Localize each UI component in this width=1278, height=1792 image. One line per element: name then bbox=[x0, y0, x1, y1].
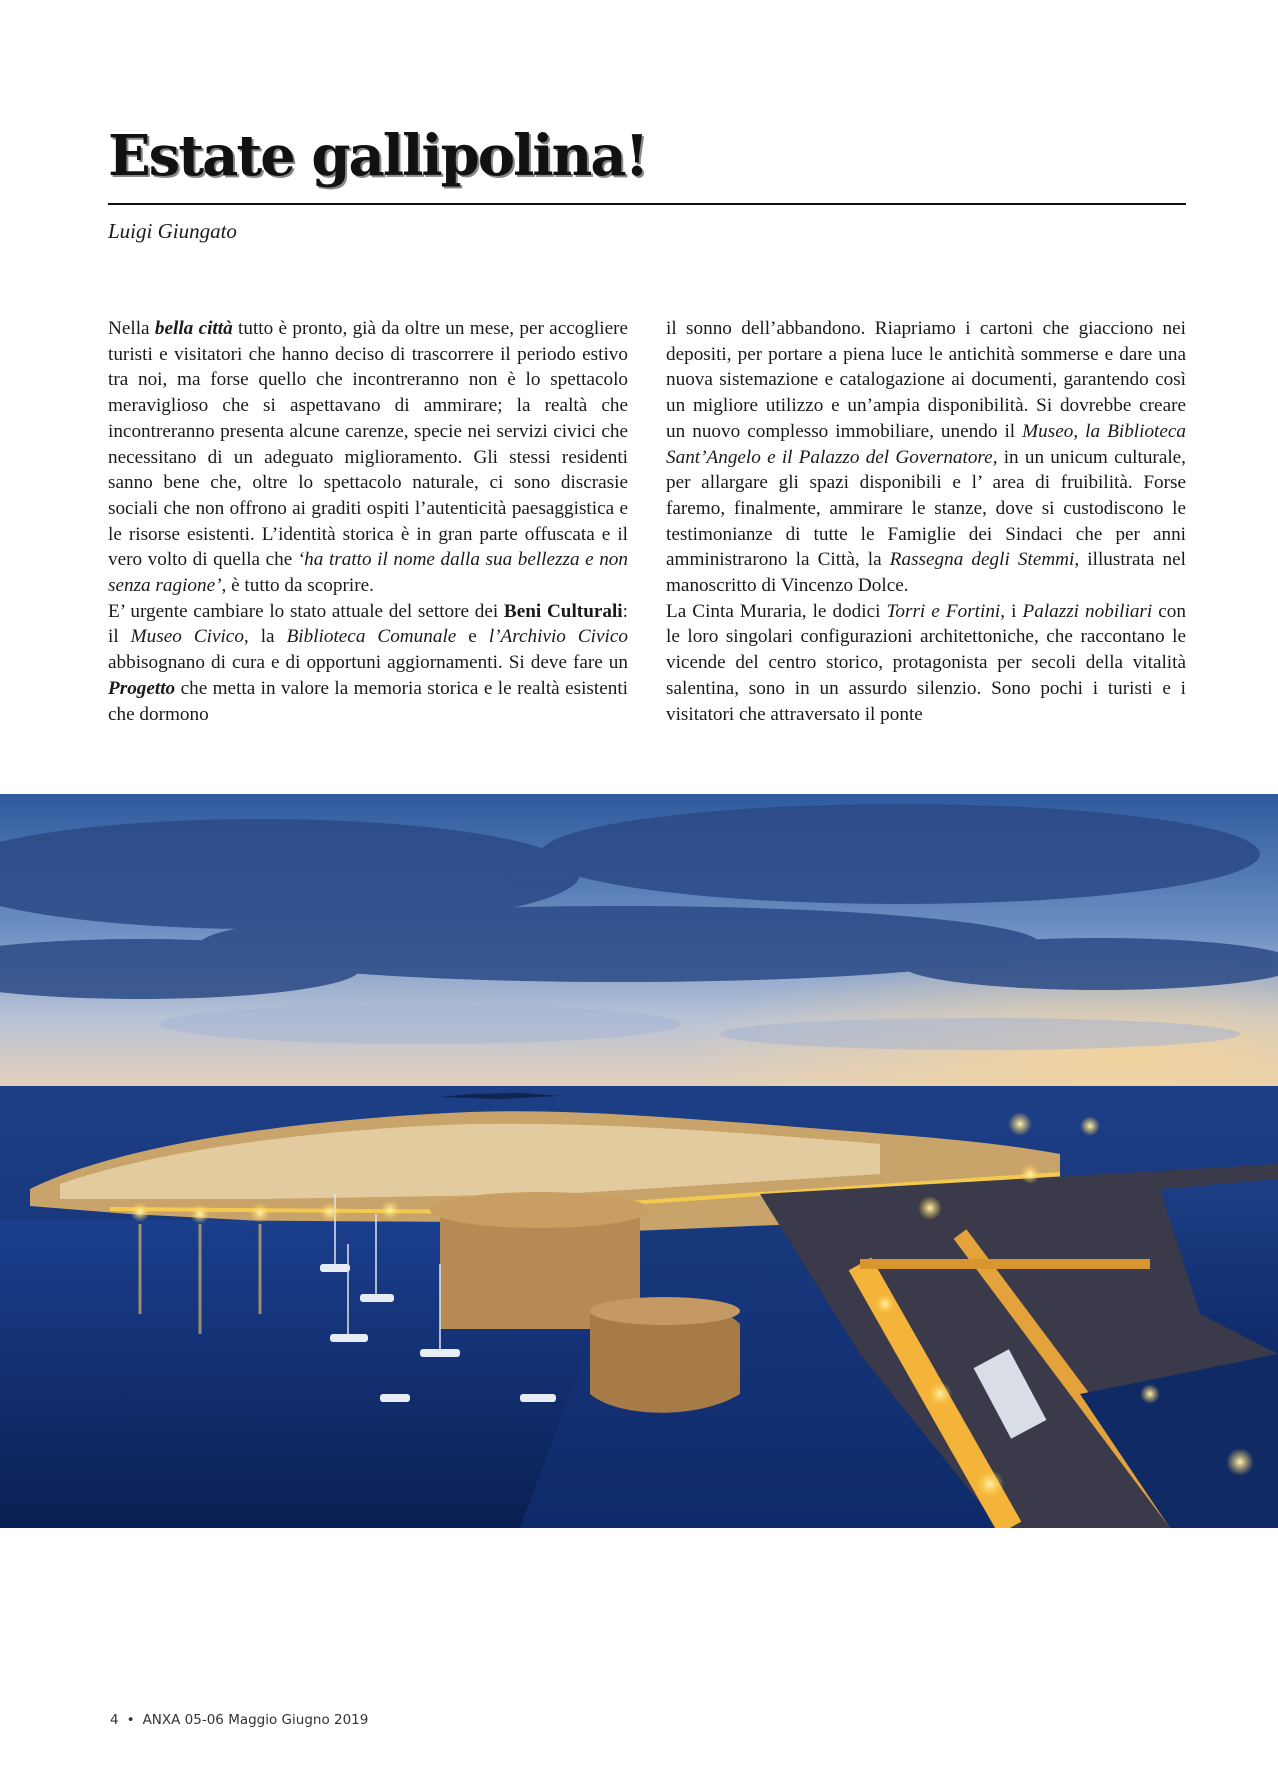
text-run: in un unicum culturale, per allargare gli spazi disponibili e l’ area di fruibilità. Forse faremo, finalmente, ammirare le stanze, dove si custodiscono le testimonianze di tutte le Famiglie dei Sindaci che per anni amministrarono la Città, la bbox=[666, 446, 1186, 571]
emphasis-text: Beni Culturali bbox=[503, 600, 623, 622]
text-run: : il bbox=[108, 600, 628, 648]
left-column bbox=[108, 316, 628, 756]
text-run: con le loro singolari configurazioni architettoniche, che raccontano le vicende del centro storico, protagonista per secoli della vitalità salentina, sono in un assurdo silenzio. Sono pochi i turisti e i visitatori che attraversato il ponte bbox=[666, 600, 1186, 725]
gallipoli-night-photo bbox=[0, 794, 1278, 1528]
footer-bullet: • bbox=[126, 1712, 135, 1728]
emphasis-text: bella città bbox=[154, 318, 233, 339]
emphasis-text: Museo, la Biblioteca Sant’Angelo e il Palazzo del Governatore, bbox=[666, 420, 1186, 468]
emphasis-text: Torri e Fortini bbox=[886, 600, 1001, 622]
emphasis-text: Museo Civico, bbox=[130, 626, 249, 648]
text-run: che metta in valore la memoria storica e le realtà esistenti che dormono bbox=[108, 677, 628, 725]
text-run: La Cinta Muraria, le dodici bbox=[666, 600, 887, 622]
text-run: abbisognano di cura e di opportuni aggiornamenti. Si deve fare un bbox=[108, 652, 628, 674]
page-footer bbox=[110, 1712, 368, 1728]
emphasis-text: Biblioteca Comunale bbox=[286, 626, 457, 648]
text-run: tutto è pronto, già da oltre un mese, per accogliere turisti e visitatori che hanno deciso di trascorrere il periodo estivo tra noi, ma forse quello che incontreranno non è lo spettacolo meraviglioso che si aspettavano di ammirare; la realtà che incontreranno presenta alcune carenze, specie nei servizi civici che necessitano di un adeguato miglioramento. Gli stessi residenti sanno bene che, oltre lo spettacolo naturale, ci sono discrasie sociali che non offrono ai graditi ospiti l’autenticità paesaggistica e le risorse esistenti. L’identità storica è in gran parte offuscata e il vero volto di quella che bbox=[108, 318, 628, 571]
paragraph bbox=[108, 316, 628, 599]
page-number: 4 bbox=[110, 1712, 119, 1728]
text-run: la bbox=[248, 626, 287, 648]
text-run: , illustrata nel manoscritto di Vincenzo Dolce. bbox=[666, 549, 1186, 597]
paragraph bbox=[108, 599, 628, 728]
emphasis-text: l’Archivio Civico bbox=[488, 626, 628, 648]
emphasis-text: Rassegna degli Stemmi bbox=[889, 549, 1075, 571]
emphasis-text: Palazzi nobiliari bbox=[1022, 600, 1153, 622]
emphasis-text: Progetto bbox=[108, 677, 176, 699]
text-run: , i bbox=[1000, 600, 1023, 622]
emphasis-text: ‘ha tratto il nome dalla sua bellezza e non senza ragione’ bbox=[108, 549, 628, 597]
author-byline: Luigi Giungato bbox=[108, 219, 237, 243]
paragraph bbox=[666, 599, 1186, 728]
title-exclamation: ! bbox=[624, 123, 648, 189]
right-column bbox=[666, 316, 1186, 756]
paragraph bbox=[666, 316, 1186, 599]
text-run: E’ urgente cambiare lo stato attuale del settore dei bbox=[108, 600, 504, 622]
text-run: il sonno dell’abbandono. Riapriamo i cartoni che giacciono nei depositi, per portare a piena luce le antichità sommerse e dare una nuova sistemazione e catalogazione ai documenti, garantendo così un migliore utilizzo e un’ampia disponibilità. Si dovrebbe creare un nuovo complesso immobiliare, unendo il bbox=[666, 318, 1186, 442]
text-run: Nella bbox=[108, 318, 155, 339]
title-text: Estate gallipolina bbox=[108, 123, 625, 189]
text-run: , è tutto da scoprire. bbox=[221, 575, 374, 597]
title-rule bbox=[108, 203, 1186, 205]
publication-info: ANXA 05-06 Maggio Giugno 2019 bbox=[142, 1712, 369, 1728]
text-run: e bbox=[456, 626, 489, 648]
article-title bbox=[108, 118, 647, 194]
